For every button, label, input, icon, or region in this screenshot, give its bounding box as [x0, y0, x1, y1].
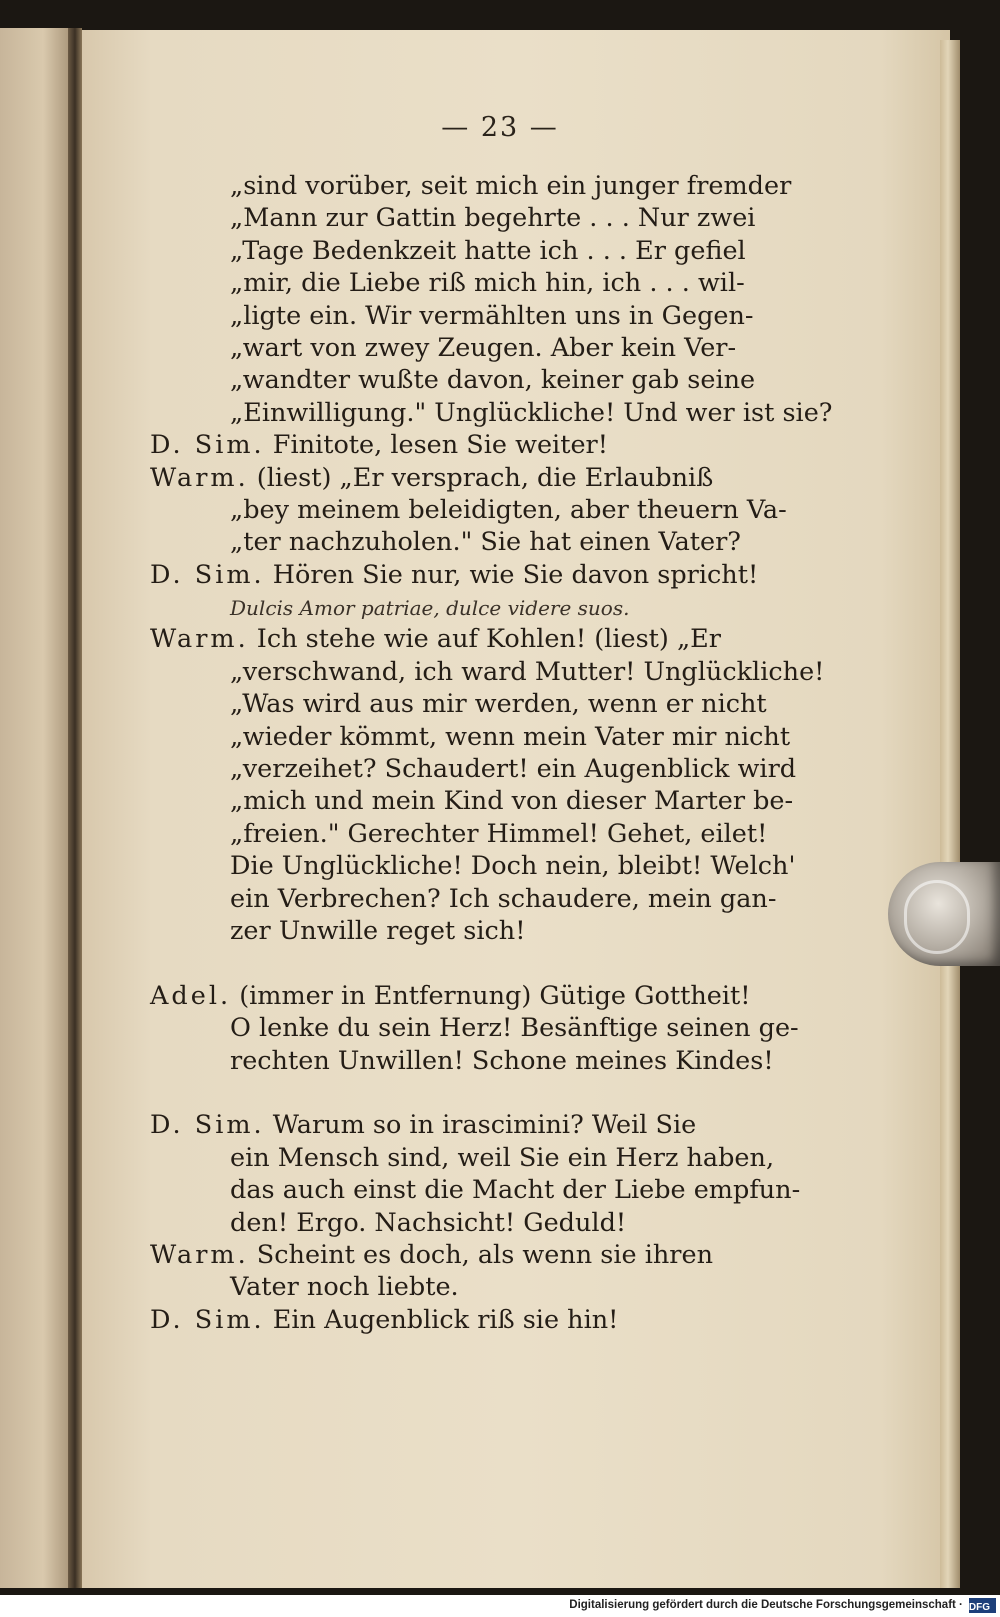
- line-text: Ich stehe wie auf Kohlen! (liest) „Er: [248, 624, 721, 655]
- line-text: „Mann zur Gattin begehrte . . . Nur zwei: [230, 203, 756, 234]
- text-line: [150, 364, 850, 396]
- line-text: (liest) „Er versprach, die Erlaubniß: [248, 462, 714, 493]
- line-text: das auch einst die Macht der Liebe empfun-: [230, 1175, 801, 1206]
- text-line: [150, 202, 850, 234]
- line-text: „verschwand, ich ward Mutter! Unglückliche!: [230, 656, 825, 687]
- line-text: „ligte ein. Wir vermählten uns in Gegen-: [230, 300, 754, 331]
- text-line: [150, 947, 850, 979]
- text-line: [150, 1174, 850, 1206]
- page-clip-icon: [888, 862, 1000, 966]
- line-text: „Was wird aus mir werden, wenn er nicht: [230, 689, 767, 720]
- text-line: [150, 1142, 850, 1174]
- speaker-name: D. Sim.: [150, 1110, 265, 1141]
- line-text: Die Unglückliche! Doch nein, bleibt! Welch': [230, 851, 796, 882]
- speaker-name: D. Sim.: [150, 1304, 265, 1335]
- text-line: [150, 1109, 850, 1141]
- line-text: „bey meinem beleidigten, aber theuern Va-: [230, 494, 787, 525]
- line-text: Scheint es doch, als wenn sie ihren: [248, 1239, 713, 1270]
- speaker-name: D. Sim.: [150, 559, 265, 590]
- line-text: „wart von zwey Zeugen. Aber kein Ver-: [230, 332, 737, 363]
- text-line: [150, 850, 850, 882]
- page-fore-edge: [940, 40, 960, 1588]
- text-line: [150, 656, 850, 688]
- page-number: — 23 —: [441, 112, 559, 143]
- text-line: [150, 526, 850, 558]
- line-text: „mir, die Liebe riß mich hin, ich . . . wil-: [230, 268, 745, 299]
- line-text: Ein Augenblick riß sie hin!: [264, 1304, 619, 1335]
- line-text: Warum so in irascimini? Weil Sie: [264, 1110, 697, 1141]
- text-line: [150, 235, 850, 267]
- text-line: [150, 397, 850, 429]
- line-text: Vater noch liebte.: [230, 1272, 459, 1303]
- text-line: [150, 785, 850, 817]
- line-text: Finitote, lesen Sie weiter!: [264, 430, 608, 461]
- text-line: [150, 429, 850, 461]
- text-line: [150, 753, 850, 785]
- line-text: Hören Sie nur, wie Sie davon spricht!: [264, 559, 759, 590]
- text-line: [150, 494, 850, 526]
- line-text: (immer in Entfernung) Gütige Gottheit!: [231, 980, 751, 1011]
- text-line: [150, 688, 850, 720]
- line-text: „ter nachzuholen." Sie hat einen Vater?: [230, 527, 741, 558]
- text-line: [150, 332, 850, 364]
- text-line: [150, 170, 850, 202]
- speaker-name: Warm.: [150, 1239, 249, 1270]
- speaker-name: D. Sim.: [150, 430, 265, 461]
- text-line: [150, 462, 850, 494]
- line-text: „mich und mein Kind von dieser Marter be-: [230, 786, 794, 817]
- page-text: [150, 170, 850, 1336]
- speaker-name: Warm.: [150, 624, 249, 655]
- text-line: [150, 1239, 850, 1271]
- latin-quote: Dulcis Amor patriae, dulce videre suos.: [230, 596, 630, 621]
- text-line: [150, 300, 850, 332]
- text-line: [150, 818, 850, 850]
- text-line: [150, 721, 850, 753]
- text-line: [150, 1077, 850, 1109]
- line-text: „freien." Gerechter Himmel! Gehet, eilet!: [230, 818, 768, 849]
- line-text: „Einwilligung." Unglückliche! Und wer ist sie?: [230, 397, 833, 428]
- text-line: [150, 267, 850, 299]
- line-text: „wieder kömmt, wenn mein Vater mir nicht: [230, 721, 791, 752]
- text-line: [150, 1271, 850, 1303]
- speaker-name: Adel.: [150, 980, 232, 1011]
- line-text: rechten Unwillen! Schone meines Kindes!: [230, 1045, 774, 1076]
- text-line: [150, 559, 850, 591]
- line-text: O lenke du sein Herz! Besänftige seinen ge-: [230, 1013, 799, 1044]
- text-line: [150, 980, 850, 1012]
- line-text: ein Verbrechen? Ich schaudere, mein gan-: [230, 883, 777, 914]
- text-line: [150, 591, 850, 623]
- line-text: „verzeihet? Schaudert! ein Augenblick wird: [230, 754, 797, 785]
- digitization-footer: [0, 1595, 1000, 1617]
- line-text: ein Mensch sind, weil Sie ein Herz haben,: [230, 1142, 775, 1173]
- line-text: „sind vorüber, seit mich ein junger fremder: [230, 171, 792, 201]
- footer-credit: Digitalisierung gefördert durch die Deutsche Forschungsgemeinschaft ·: [569, 1599, 963, 1611]
- line-text: „wandter wußte davon, keiner gab seine: [230, 365, 756, 396]
- book-spine: [68, 28, 82, 1588]
- text-line: [150, 915, 850, 947]
- text-line: [150, 1012, 850, 1044]
- line-text: zer Unwille reget sich!: [230, 915, 526, 946]
- line-text: „Tage Bedenkzeit hatte ich . . . Er gefiel: [230, 235, 746, 266]
- left-page-edge: [0, 28, 72, 1588]
- text-line: [150, 1045, 850, 1077]
- text-line: [150, 623, 850, 655]
- text-line: [150, 883, 850, 915]
- text-line: [150, 1207, 850, 1239]
- speaker-name: Warm.: [150, 462, 249, 493]
- text-line: [150, 1304, 850, 1336]
- dfg-logo-icon: DFG: [969, 1598, 996, 1613]
- line-text: den! Ergo. Nachsicht! Geduld!: [230, 1207, 627, 1238]
